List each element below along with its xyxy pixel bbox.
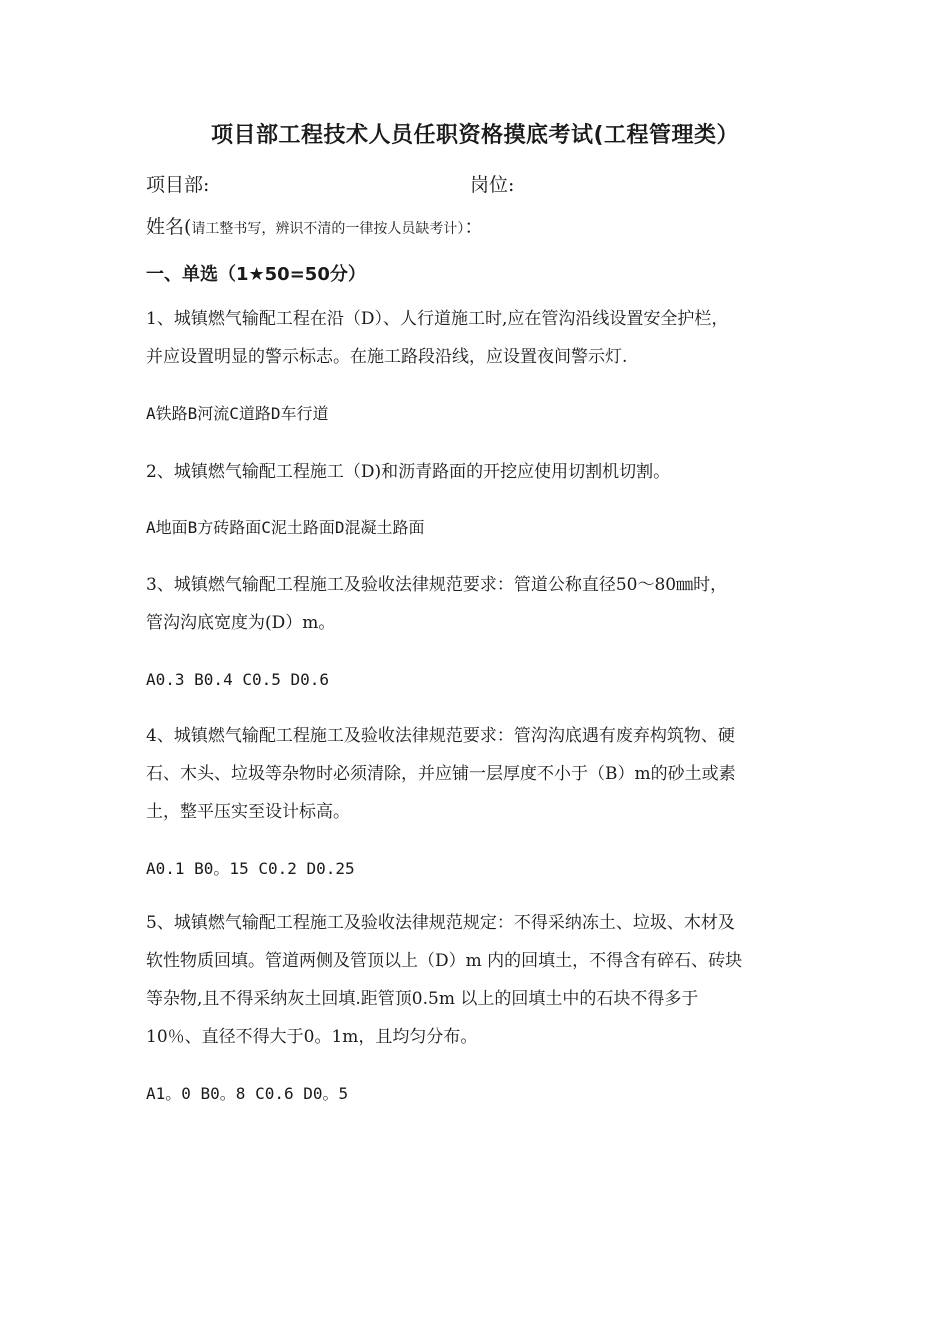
- question-1: [146, 300, 826, 376]
- question-3-options: A0.3 B0.4 C0.5 D0.6: [146, 670, 330, 689]
- name-note: 请工整书写，辨识不清的一律按人员缺考计）: [191, 221, 465, 237]
- question-line: 3、城镇燃气输配工程施工及验收法律规范要求：管道公称直径50～80㎜时，: [146, 575, 728, 595]
- question-line: 软性物质回填。管道两侧及管顶以上（D）m 内的回填土，不得含有碎石、砖块: [146, 951, 743, 971]
- name-label: 姓名(: [146, 216, 192, 238]
- name-suffix: ：: [464, 216, 484, 238]
- question-5: [146, 904, 826, 1056]
- section-title: 一、单选（1★50=50分）: [146, 264, 366, 285]
- question-2: [146, 453, 826, 491]
- question-line: 石、木头、垃圾等杂物时必须清除，并应铺一层厚度不小于（B）m的砂土或素: [146, 764, 736, 784]
- question-5-options: A1。0 B0。8 C0.6 D0。5: [146, 1084, 349, 1103]
- question-4: [146, 717, 826, 831]
- project-dept-label: 项目部:: [146, 174, 210, 196]
- question-line: 管沟沟底宽度为(D）m。: [146, 613, 336, 633]
- question-line: 等杂物,且不得采纳灰土回填.距管顶0.5m 以上的回填土中的石块不得多于: [146, 989, 699, 1009]
- question-3: [146, 566, 826, 642]
- question-line: 4、城镇燃气输配工程施工及验收法律规范要求：管沟沟底遇有废弃构筑物、硬: [146, 726, 735, 746]
- question-line: 土，整平压实至设计标高。: [146, 802, 350, 822]
- question-line: 2、城镇燃气输配工程施工（D)和沥青路面的开挖应使用切割机切割。: [146, 462, 671, 482]
- question-line: 5、城镇燃气输配工程施工及验收法律规范规定：不得采纳冻土、垃圾、木材及: [146, 913, 735, 933]
- question-4-options: A0.1 B0。15 C0.2 D0.25: [146, 859, 355, 878]
- question-1-options: A铁路B河流C道路D车行道: [146, 404, 329, 423]
- name-field: [146, 212, 483, 239]
- question-line: 10％、直径不得大于0。1m，且均匀分布。: [146, 1027, 478, 1047]
- question-line: 并应设置明显的警示标志。在施工路段沿线，应设置夜间警示灯.: [146, 347, 628, 367]
- post-label: 岗位:: [470, 174, 515, 196]
- question-2-options: A地面B方砖路面C泥土路面D混凝土路面: [146, 518, 425, 537]
- document-title: 项目部工程技术人员任职资格摸底考试(工程管理类）: [210, 123, 740, 148]
- question-line: 1、城镇燃气输配工程在沿（D）、人行道施工时,应在管沟沿线设置安全护栏，: [146, 309, 729, 329]
